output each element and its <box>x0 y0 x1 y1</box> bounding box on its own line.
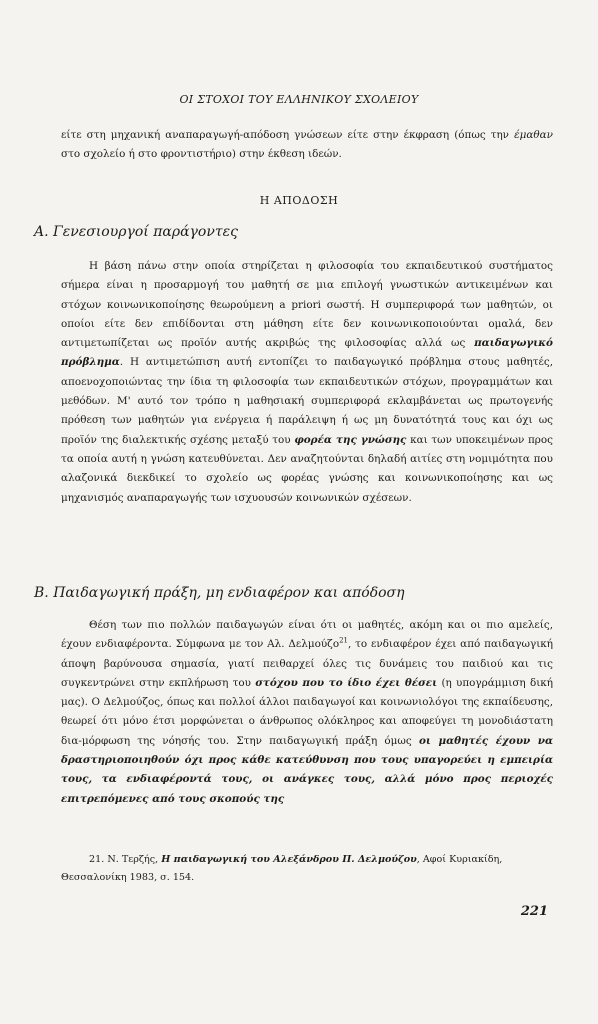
footnote-number: 21. <box>89 854 105 865</box>
intro-text-a: είτε στη μηχανική αναπαραγωγή-απόδοση γνώσεων είτε στην έκφραση (όπως την <box>61 129 515 141</box>
section-title: Η ΑΠΟΔΟΣΗ <box>259 194 339 207</box>
para-b-emphasis-1: στόχου που το ίδιο έχει θέσει <box>255 676 438 689</box>
paragraph-a <box>61 257 553 508</box>
intro-emphasis: έμαθαν <box>514 129 553 141</box>
para-a-emphasis-2: φορέα της γνώσης <box>294 433 407 446</box>
page-number: 221 <box>520 904 548 919</box>
intro-text-b: στο σχολείο ή στο φροντιστήριο) στην έκθεση ιδεών. <box>61 148 342 161</box>
footnote-title: Η παιδαγωγική του Αλεξάνδρου Π. Δελμούζου <box>161 854 417 865</box>
para-b-text-1: Θέση των πιο πολλών παιδαγωγών είναι ότι οι μαθητές, ακόμη και οι πιο αμελείς, έχουν ενδιαφέροντα. Σύμφωνα με τον Αλ. Δελμούζο <box>61 619 553 651</box>
running-head: ΟΙ ΣΤΟΧΟΙ ΤΟΥ ΕΛΛΗΝΙΚΟΥ ΣΧΟΛΕΙΟΥ <box>179 93 419 106</box>
para-a-emphasis-1: παιδαγωγικό πρόβλημα <box>61 337 553 369</box>
heading-b: Β. Παιδαγωγική πράξη, μη ενδιαφέρον και απόδοση <box>34 585 405 601</box>
paragraph-b <box>61 616 553 809</box>
para-a-text-2: . Η αντιμετώπιση αυτή εντοπίζει το παιδαγωγικό πρόβλημα στους μαθητές, αποενοχοποιώντας την ίδια τη φιλοσοφία των εκπαιδευτικών στόχων, προγραμμάτων και μεθόδων. Μ' αυτό τον τρόπο η μαθησιακή συμπεριφορά εκλαμβάνεται ως πρωτογενής πρόθεση των μαθητών για ενέργεια ή παράλειψη ή ως μη δυνατότητά τους και όχι ως προϊόν της διαλεκτικής σχέσης μεταξύ του <box>61 356 553 446</box>
para-b-emphasis-2: οι μαθητές έχουν να δραστηριοποιηθούν όχι προς κάθε κατεύθυνση που τους υπαγορεύει η εμπειρία τους, τα ενδιαφέροντά τους, οι ανάγκες τους, αλλά μόνο προς περιοχές επιτρεπόμενες από τους σκοπούς της <box>61 734 553 805</box>
footnote-rest: , Αφοί Κυριακίδη, Θεσσαλονίκη 1983, σ. 154. <box>61 854 503 883</box>
para-b-text-2: , το ενδιαφέρον έχει από παιδαγωγική άποψη βαρύνουσα σημασία, γιατί πειθαρχεί όλες τις δυνάμεις του παιδιού και τις συγκεντρώνει στην εκπλήρωση του <box>61 638 553 689</box>
footnote <box>61 851 553 887</box>
footnote-ref: 21 <box>339 636 348 645</box>
para-b-text-3: (η υπογράμμιση δική μας). Ο Δελμούζος, όπως και πολλοί άλλοι παιδαγωγοί και κοινωνιολόγοι της εκπαίδευσης, θεωρεί ότι μόνο έτσι μορφώνεται ο άνθρωπος ολόκληρος και αποφεύγει τη μονοδιάστατη δια-μόρφωση της νόησής του. Στην παιδαγωγική πράξη όμως <box>61 676 554 747</box>
para-a-text-1: Η βάση πάνω στην οποία στηρίζεται η φιλοσοφία του εκπαιδευτικού συστήματος σήμερα είναι η προσαρμογή του μαθητή σε μια επιλογή γνωστικών αντικειμένων και στόχων κοινωνικοποίησης θεωρούμενη a priori σωστή. Η συμπεριφορά των μαθητών, οι οποίοι είτε δεν επιδίδονται στη μάθηση είτε δεν κοινωνικοποιούνται ομαλά, δεν αντιμετωπίζεται ως προϊόν αυτής ακριβώς της φιλοσοφίας αλλά ως <box>61 260 553 350</box>
intro-paragraph <box>61 126 553 165</box>
heading-a: Α. Γενεσιουργοί παράγοντες <box>34 224 238 240</box>
para-a-text-3: και των υποκειμένων προς τα οποία αυτή η γνώση κατευθύνεται. Δεν αναζητούνται δηλαδή αιτίες στη νομιμότητα που αλαζονικά διεκδικεί το σχολείο ως φορέας γνώσης και κοινωνικοποίησης και ως μηχανισμός αναπαραγωγής των ισχυουσών κοινωνικών σχέσεων. <box>61 433 553 504</box>
footnote-author: Ν. Τερζής, <box>107 854 162 865</box>
